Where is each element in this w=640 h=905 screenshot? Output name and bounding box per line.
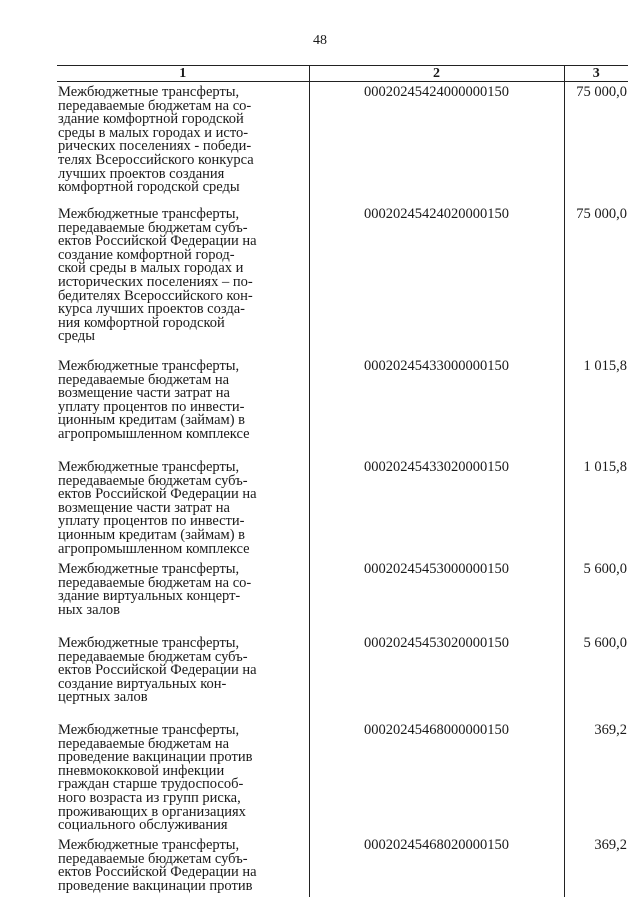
transfer-name-line: Межбюджетные трансферты, xyxy=(58,837,240,853)
budget-code-cell: 00020245453020000150 xyxy=(309,633,564,720)
column-header-2: 2 xyxy=(309,66,564,82)
transfer-name-line: проживающих в организациях xyxy=(58,803,246,820)
transfer-name-line: рических поселениях - победи- xyxy=(58,138,252,155)
transfer-name-line: ектов Российской Федерации на xyxy=(58,662,257,679)
transfer-name-line: создание комфортной город- xyxy=(58,246,235,263)
transfer-name-line: передаваемые бюджетам на xyxy=(58,735,230,752)
transfer-name-line: телях Всероссийского конкурса xyxy=(58,151,254,168)
transfer-name-line: среды xyxy=(58,328,96,345)
amount-cell: 1 015,8 xyxy=(583,459,627,475)
transfer-name-line: ционным кредитам (займам) в xyxy=(58,526,245,543)
transfer-name-line: Межбюджетные трансферты, xyxy=(58,206,240,222)
transfer-name-line: ектов Российской Федерации на xyxy=(58,233,257,250)
transfer-name-line: передаваемые бюджетам субъ- xyxy=(58,472,248,489)
amount-cell: 5 600,0 xyxy=(583,635,627,651)
budget-code-cell: 00020245424000000150 xyxy=(309,82,564,205)
transfer-name-line: Межбюджетные трансферты, xyxy=(58,459,240,475)
amount-cell: 5 600,0 xyxy=(583,561,627,577)
transfer-name-line: передаваемые бюджетам на со- xyxy=(58,574,252,591)
budget-code-cell: 00020245433000000150 xyxy=(309,356,564,457)
amount-cell: 75 000,0 xyxy=(576,84,627,100)
transfer-name-line: ектов Российской Федерации на xyxy=(58,486,257,503)
column-header-3: 3 xyxy=(564,66,628,82)
budget-table-container xyxy=(57,65,628,897)
transfer-name-line: лучших проектов создания xyxy=(58,165,225,182)
transfer-name-cell xyxy=(57,457,309,559)
transfer-name-line: передаваемые бюджетам на со- xyxy=(58,97,252,114)
budget-code-cell: 00020245468020000150 xyxy=(309,835,564,897)
transfer-name-line: агропромышленном комплексе xyxy=(58,425,250,442)
transfer-name-line: проведение вакцинации против xyxy=(58,749,253,766)
budget-code-cell: 00020245424020000150 xyxy=(309,204,564,356)
transfer-name-line: комфортной городской среды xyxy=(58,179,240,196)
table-row xyxy=(57,633,628,720)
table-row xyxy=(57,82,628,205)
transfer-name-line: ектов Российской Федерации на xyxy=(58,864,257,881)
transfer-name-line: пневмококковой инфекции xyxy=(58,762,225,779)
transfer-name-cell xyxy=(57,204,309,356)
transfer-name-line: исторических поселениях – по- xyxy=(58,273,253,290)
transfer-name-line: возмещение части затрат на xyxy=(58,385,230,402)
amount-cell: 1 015,8 xyxy=(583,358,627,374)
transfer-name-line: уплату процентов по инвести- xyxy=(58,513,245,530)
transfer-name-line: агропромышленном комплексе xyxy=(58,540,250,557)
amount-cell: 369,2 xyxy=(594,837,627,853)
transfer-name-line: цертных залов xyxy=(58,689,148,706)
transfer-name-line: возмещение части затрат на xyxy=(58,499,230,516)
table-row xyxy=(57,356,628,457)
transfer-name-cell xyxy=(57,720,309,835)
budget-table xyxy=(57,65,628,897)
transfer-name-cell xyxy=(57,559,309,633)
transfer-name-line: уплату процентов по инвести- xyxy=(58,398,245,415)
transfer-name-line: передаваемые бюджетам субъ- xyxy=(58,219,248,236)
transfer-name-line: курса лучших проектов созда- xyxy=(58,301,245,318)
budget-code-cell: 00020245453000000150 xyxy=(309,559,564,633)
transfer-name-line: бедителях Всероссийского кон- xyxy=(58,287,253,304)
budget-code-cell: 00020245433020000150 xyxy=(309,457,564,559)
transfer-name-cell xyxy=(57,356,309,457)
page-number: 48 xyxy=(313,33,327,48)
transfer-name-line: Межбюджетные трансферты, xyxy=(58,84,240,100)
column-header-1: 1 xyxy=(57,66,309,82)
transfer-name-line: социального обслуживания xyxy=(58,817,228,834)
amount-cell: 369,2 xyxy=(594,722,627,738)
transfer-name-cell xyxy=(57,633,309,720)
transfer-name-cell xyxy=(57,82,309,205)
transfer-name-line: создание виртуальных кон- xyxy=(58,675,227,692)
transfer-name-line: передаваемые бюджетам субъ- xyxy=(58,648,248,665)
table-header-row xyxy=(57,66,628,82)
transfer-name-line: Межбюджетные трансферты, xyxy=(58,635,240,651)
table-row xyxy=(57,720,628,835)
table-row xyxy=(57,457,628,559)
table-row xyxy=(57,559,628,633)
budget-code-cell: 00020245468000000150 xyxy=(309,720,564,835)
transfer-name-line: здание комфортной городской xyxy=(58,111,244,128)
transfer-name-line: Межбюджетные трансферты, xyxy=(58,561,240,577)
transfer-name-line: Межбюджетные трансферты, xyxy=(58,358,240,374)
transfer-name-line: проведение вакцинации против xyxy=(58,877,253,894)
transfer-name-line: среды в малых городах и исто- xyxy=(58,124,249,141)
transfer-name-line: граждан старше трудоспособ- xyxy=(58,776,244,793)
table-body xyxy=(57,82,628,898)
transfer-name-cell xyxy=(57,835,309,897)
table-row xyxy=(57,204,628,356)
transfer-name-line: ционным кредитам (займам) в xyxy=(58,412,245,429)
transfer-name-line: ного возраста из групп риска, xyxy=(58,789,241,806)
amount-cell: 75 000,0 xyxy=(576,206,627,222)
table-row xyxy=(57,835,628,897)
transfer-name-line: ных залов xyxy=(58,601,121,618)
transfer-name-line: здание виртуальных концерт- xyxy=(58,588,241,605)
transfer-name-line: ской среды в малых городах и xyxy=(58,260,244,277)
transfer-name-line: передаваемые бюджетам на xyxy=(58,371,230,388)
transfer-name-line: передаваемые бюджетам субъ- xyxy=(58,850,248,867)
transfer-name-line: Межбюджетные трансферты, xyxy=(58,722,240,738)
transfer-name-line: ния комфортной городской xyxy=(58,314,225,331)
